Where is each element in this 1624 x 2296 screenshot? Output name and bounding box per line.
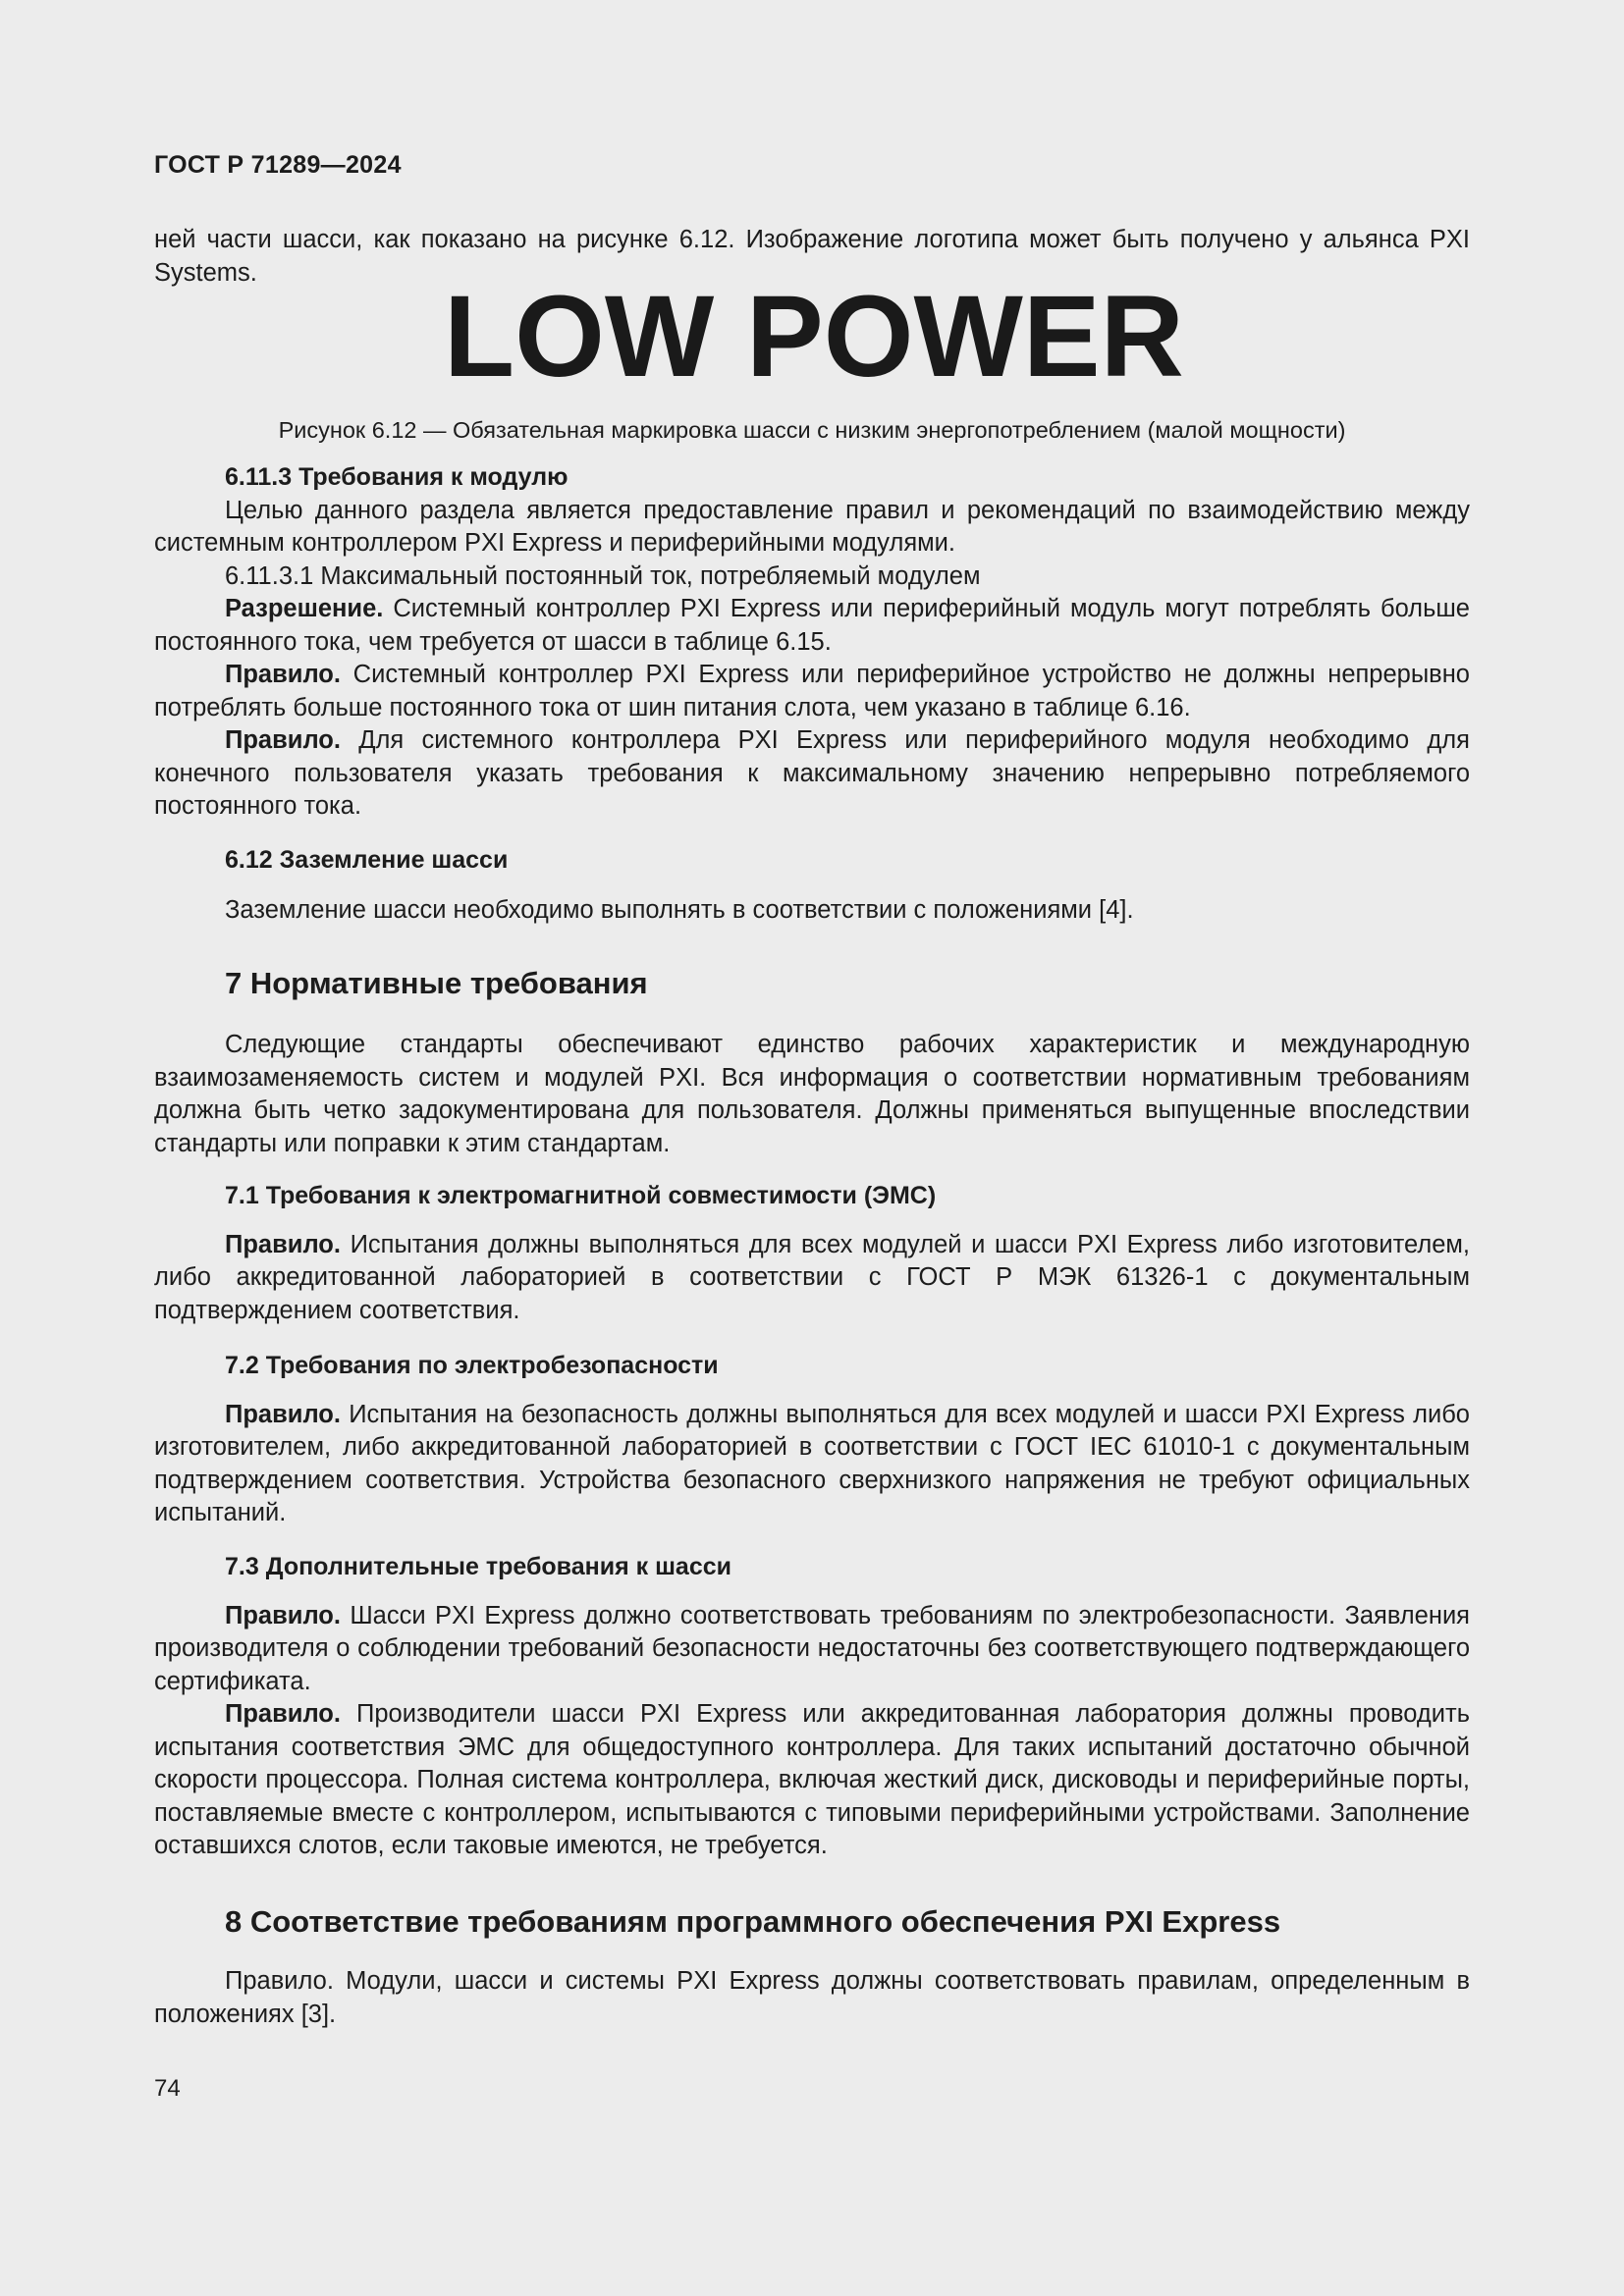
permission-label: Разрешение. — [225, 595, 384, 622]
intro-text: ней части шасси, как показано на рисунке 6.12. Изображение логотипа может быть получено у альянса PXI Systems. — [154, 226, 1470, 287]
paragraph: Правило. Модули, шасси и системы PXI Express должны соответствовать правилам, определенным в положениях [3]. — [154, 1967, 1470, 2028]
section-heading: 6.11.3 Требования к модулю — [225, 463, 568, 491]
paragraph: Следующие стандарты обеспечивают единство рабочих характеристик и международную взаимозаменяемость систем и модулей PXI. Вся информация о соответствии нормативным требованиям должна быть четко задокументирована для пользователя. Должны применяться выпущенные впоследствии стандарты или поправки к этим стандартам. — [154, 1031, 1470, 1157]
rule-paragraph — [154, 1698, 1470, 1863]
section-7-3 — [154, 1551, 1470, 1863]
rule-text: Шасси PXI Express должно соответствовать требованиям по электробезопасности. Заявления производителя о соблюдении требований безопасности недостаточны без соответствующего подтверждающего сертификата. — [154, 1601, 1470, 1695]
rule-label: Правило. — [225, 1700, 341, 1728]
rule-text: Для системного контроллера PXI Express или периферийного модуля необходимо для конечного пользователя указать требования к максимальному значению непрерывно потребляемого постоянного тока. — [154, 726, 1470, 820]
section-heading: 7.3 Дополнительные требования к шасси — [225, 1553, 732, 1580]
rule-text: Системный контроллер PXI Express или периферийное устройство не должны непрерывно потреблять больше постоянного тока от шин питания слота, чем указано в таблице 6.16. — [154, 661, 1470, 721]
section-heading: 7.1 Требования к электромагнитной совместимости (ЭМС) — [225, 1182, 937, 1209]
rule-paragraph — [154, 1399, 1470, 1530]
section-heading: 7.2 Требования по электробезопасности — [225, 1352, 719, 1379]
rule-label: Правило. — [225, 661, 341, 688]
rule-paragraph — [154, 659, 1470, 724]
section-7-1 — [154, 1180, 1470, 1327]
paragraph: Целью данного раздела является предоставление правил и рекомендаций по взаимодействию между системным контроллером PXI Express и периферийными модулями. — [154, 496, 1470, 557]
document-id-header: ГОСТ Р 71289—2024 — [154, 151, 402, 179]
rule-label: Правило. — [225, 726, 341, 754]
figure-caption: Рисунок 6.12 — Обязательная маркировка шасси с низким энергопотреблением (малой мощности) — [278, 417, 1346, 443]
subsection-title: 6.11.3.1 Максимальный постоянный ток, потребляемый модулем — [225, 561, 981, 590]
rule-text: Испытания должны выполняться для всех модулей и шасси PXI Express либо изготовителем, либо аккредитованной лабораторией в соответствии с ГОСТ Р МЭК 61326-1 с документальным подтверждением соответствия. — [154, 1230, 1470, 1324]
rule-text: Испытания на безопасность должны выполняться для всех модулей и шасси PXI Express либо изготовителем, либо аккредитованной лабораторией в соответствии с ГОСТ IEC 61010-1 с документальным подтверждением соответствия. Устройства безопасного сверхнизкого напряжения не требуют официальных испытаний. — [154, 1400, 1470, 1526]
permission-paragraph — [154, 593, 1470, 659]
paragraph: Заземление шасси необходимо выполнять в соответствии с положениями [4]. — [225, 895, 1134, 924]
section-8 — [154, 1902, 1470, 2031]
page-number: 74 — [154, 2075, 181, 2102]
section-6-12 — [154, 844, 1470, 927]
rule-paragraph — [154, 1229, 1470, 1328]
section-7-2 — [154, 1350, 1470, 1530]
rule-paragraph — [154, 724, 1470, 824]
rule-label: Правило. — [225, 1400, 341, 1428]
section-6-11-3 — [154, 461, 1470, 824]
section-heading: 6.12 Заземление шасси — [225, 846, 509, 874]
rule-label: Правило. — [225, 1230, 341, 1258]
section-heading: 8 Соответствие требованиям программного обеспечения PXI Express — [225, 1904, 1281, 1939]
low-power-logo: LOW POWER — [444, 272, 1184, 401]
section-heading: 7 Нормативные требования — [225, 966, 648, 1000]
section-7 — [154, 964, 1470, 1160]
rule-text: Производители шасси PXI Express или аккредитованная лаборатория должны проводить испытания соответствия ЭМС для общедоступного контроллера. Для таких испытаний достаточно обычной скорости процессора. Полная система контроллера, включая жесткий диск, дисководы и периферийные порты, поставляемые вместе с контроллером, испытываются с типовыми периферийными устройствами. Заполнение оставшихся слотов, если таковые имеются, не требуется. — [154, 1700, 1470, 1859]
permission-text: Системный контроллер PXI Express или периферийный модуль могут потреблять больше постоянного тока, чем требуется от шасси в таблице 6.15. — [154, 595, 1470, 656]
rule-label: Правило. — [225, 1601, 341, 1629]
rule-paragraph — [154, 1600, 1470, 1699]
